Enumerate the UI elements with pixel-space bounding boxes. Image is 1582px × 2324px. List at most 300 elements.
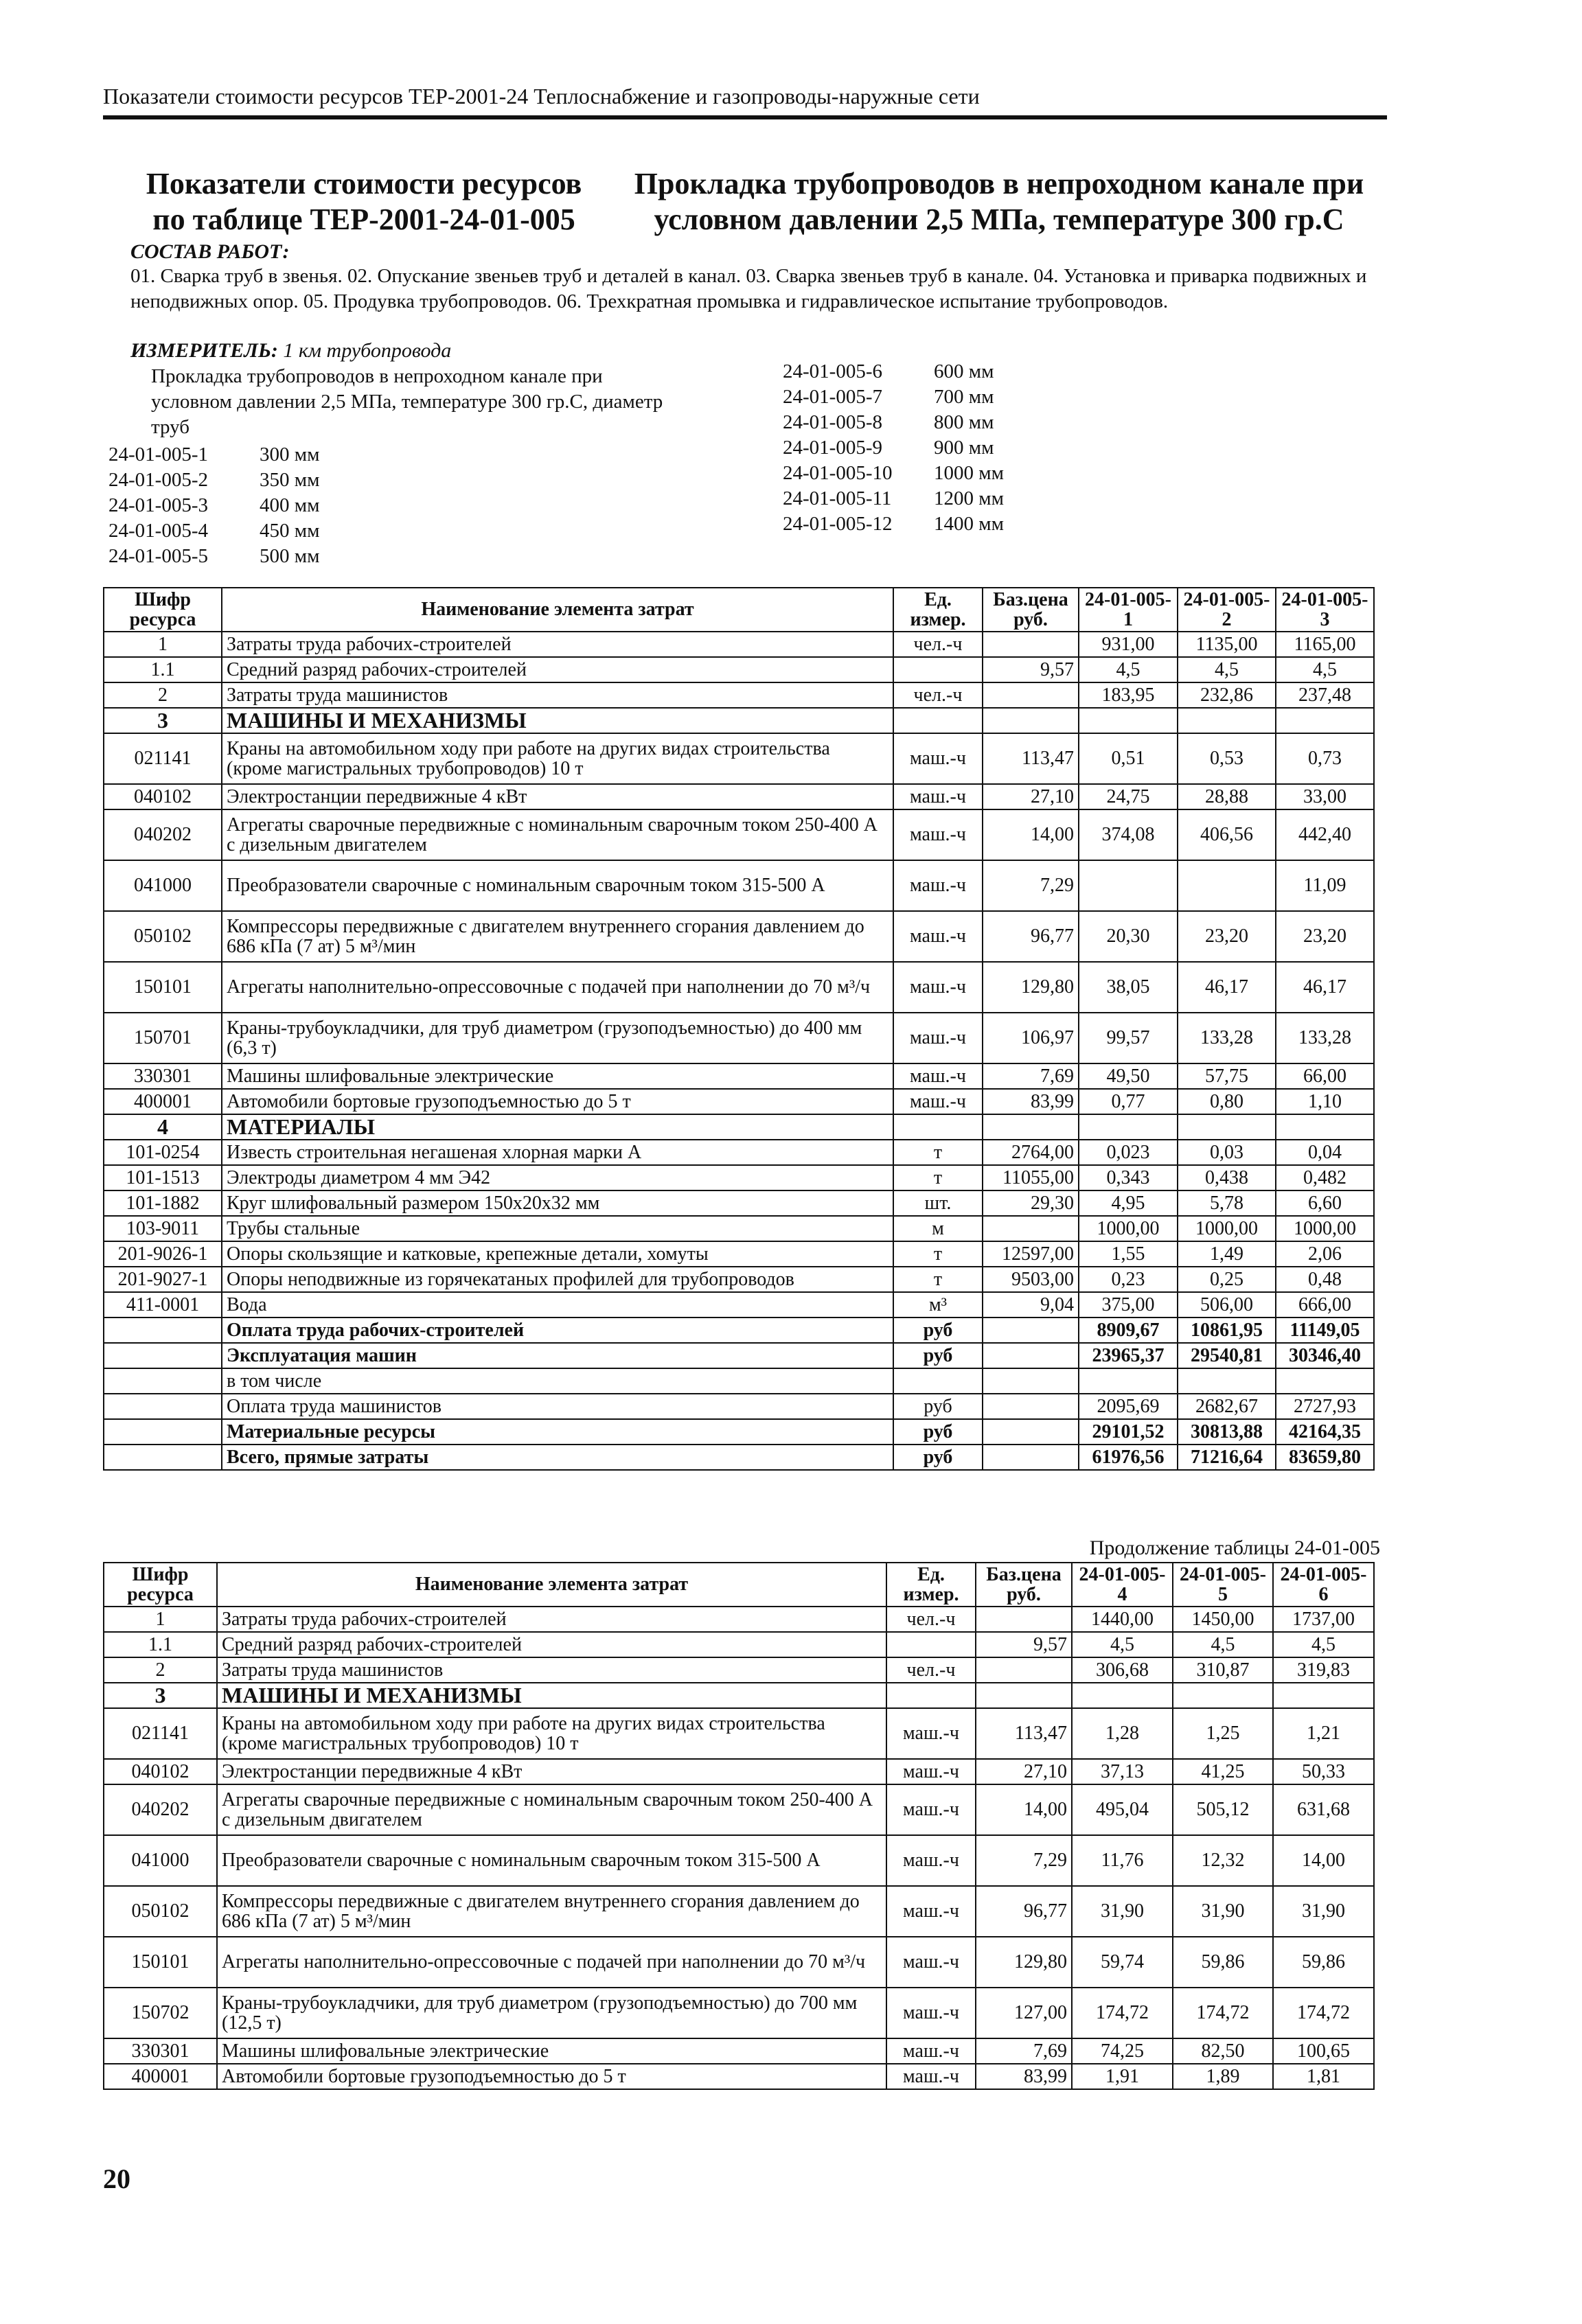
value-cell: 82,50: [1173, 2038, 1273, 2064]
resource-name: Машины шлифовальные электрические: [217, 2038, 886, 2064]
value-cell: 0,51: [1079, 733, 1178, 784]
table-row: [104, 708, 1374, 733]
summary-row: [104, 1368, 1374, 1394]
base-price: [983, 632, 1079, 657]
base-price: [976, 1607, 1072, 1632]
base-price: 11055,00: [983, 1165, 1079, 1190]
value-cell: 4,5: [1178, 657, 1276, 682]
value-cell: 375,00: [1079, 1292, 1178, 1318]
empty-cell: [983, 1419, 1079, 1445]
resource-name: Круг шлифовальный размером 150х20х32 мм: [222, 1190, 893, 1216]
table-row: [104, 1632, 1374, 1657]
variant-diameter: 1000 мм: [934, 462, 1004, 484]
value-cell: 38,05: [1079, 962, 1178, 1013]
unit-cell: маш.-ч: [886, 1988, 976, 2038]
table-row: [104, 1607, 1374, 1632]
unit-cell: [886, 1632, 976, 1657]
table-header-row: [104, 1563, 1374, 1607]
value-cell: 59,86: [1273, 1937, 1374, 1988]
header-cell: Наименование элемента затрат: [217, 1563, 886, 1607]
value-cell: 174,72: [1072, 1988, 1173, 2038]
unit-cell: м: [893, 1216, 983, 1241]
table-row: [104, 1140, 1374, 1165]
resource-name: Агрегаты сварочные передвижные с номинальным сварочным током 250-400 А с дизельным двигателем: [222, 809, 893, 860]
value-cell: 23965,37: [1079, 1343, 1178, 1368]
value-cell: 46,17: [1178, 962, 1276, 1013]
value-cell: 133,28: [1276, 1013, 1374, 1063]
unit-cell: т: [893, 1241, 983, 1267]
base-price: 9,57: [976, 1632, 1072, 1657]
variants-list-left: [108, 444, 319, 571]
summary-name: Эксплуатация машин: [222, 1343, 893, 1368]
page-number: 20: [103, 2163, 130, 2194]
resource-code: 1.1: [104, 657, 222, 682]
table-row: [104, 1190, 1374, 1216]
resource-code: 1: [104, 1607, 217, 1632]
resource-name: Затраты труда машинистов: [217, 1657, 886, 1683]
unit-cell: маш.-ч: [893, 1013, 983, 1063]
empty-cell: [1072, 1683, 1173, 1708]
table-row: [104, 1657, 1374, 1683]
value-cell: 29540,81: [1178, 1343, 1276, 1368]
section-title: МАШИНЫ И МЕХАНИЗМЫ: [222, 708, 893, 733]
variant-code: 24-01-005-11: [783, 487, 892, 509]
table-header-row: [104, 588, 1374, 632]
variant-diameter: 1200 мм: [934, 487, 1004, 509]
table-row: [104, 733, 1374, 784]
value-cell: 46,17: [1276, 962, 1374, 1013]
base-price: [983, 1216, 1079, 1241]
variant-diameter: 300 мм: [260, 444, 320, 465]
resource-name: Автомобили бортовые грузоподъемностью до 5 т: [217, 2064, 886, 2089]
summary-name: в том числе: [222, 1368, 893, 1394]
resource-table-2: [103, 1562, 1375, 2090]
value-cell: 1,28: [1072, 1708, 1173, 1759]
value-cell: 183,95: [1079, 682, 1178, 708]
table-row: [104, 1784, 1374, 1835]
resource-name: Электростанции передвижные 4 кВт: [222, 784, 893, 809]
unit-cell: маш.-ч: [886, 1937, 976, 1988]
unit-cell: руб: [893, 1419, 983, 1445]
empty-cell: [1273, 1683, 1374, 1708]
value-cell: 49,50: [1079, 1063, 1178, 1089]
base-price: 7,69: [983, 1063, 1079, 1089]
value-cell: 0,25: [1178, 1267, 1276, 1292]
resource-name: Известь строительная негашеная хлорная марки А: [222, 1140, 893, 1165]
resource-code: 101-1513: [104, 1165, 222, 1190]
base-price: 9,04: [983, 1292, 1079, 1318]
value-cell: 28,88: [1178, 784, 1276, 809]
header-cell: 24-01-005-2: [1178, 588, 1276, 632]
value-cell: 237,48: [1276, 682, 1374, 708]
resource-name: Преобразователи сварочные с номинальным сварочным током 315-500 А: [217, 1835, 886, 1886]
resource-name: Машины шлифовальные электрические: [222, 1063, 893, 1089]
value-cell: 1,49: [1178, 1241, 1276, 1267]
value-cell: 0,482: [1276, 1165, 1374, 1190]
value-cell: 12,32: [1173, 1835, 1273, 1886]
unit-cell: м³: [893, 1292, 983, 1318]
value-cell: 442,40: [1276, 809, 1374, 860]
variant-row: [108, 545, 319, 571]
unit-cell: маш.-ч: [886, 2064, 976, 2089]
value-cell: 33,00: [1276, 784, 1374, 809]
value-cell: 174,72: [1173, 1988, 1273, 2038]
unit-cell: маш.-ч: [893, 784, 983, 809]
base-price: 7,69: [976, 2038, 1072, 2064]
unit-cell: маш.-ч: [886, 2038, 976, 2064]
resource-name: Электростанции передвижные 4 кВт: [217, 1759, 886, 1784]
value-cell: 2727,93: [1276, 1394, 1374, 1419]
value-cell: 0,03: [1178, 1140, 1276, 1165]
resource-name: Автомобили бортовые грузоподъемностью до 5 т: [222, 1089, 893, 1114]
resource-name: Электроды диаметром 4 мм Э42: [222, 1165, 893, 1190]
resource-name: Средний разряд рабочих-строителей: [217, 1632, 886, 1657]
table-row: [104, 962, 1374, 1013]
value-cell: 4,5: [1173, 1632, 1273, 1657]
base-price: 7,29: [983, 860, 1079, 911]
value-cell: [1178, 860, 1276, 911]
value-cell: 31,90: [1273, 1886, 1374, 1937]
table-row: [104, 1937, 1374, 1988]
variant-code: 24-01-005-12: [783, 513, 893, 535]
header-rule: [103, 115, 1387, 119]
header-cell: Наименование элемента затрат: [222, 588, 893, 632]
resource-name: Краны на автомобильном ходу при работе на других видах строительства (кроме магистральных трубопроводов) 10 т: [222, 733, 893, 784]
unit-cell: маш.-ч: [893, 911, 983, 962]
table-row: [104, 1292, 1374, 1318]
resource-name: Затраты труда машинистов: [222, 682, 893, 708]
base-price: [983, 682, 1079, 708]
header-cell: Шифр ресурса: [104, 588, 222, 632]
empty-cell: [893, 1114, 983, 1140]
empty-cell: [983, 1343, 1079, 1368]
empty-cell: [983, 1318, 1079, 1343]
table-row: [104, 1886, 1374, 1937]
value-cell: 37,13: [1072, 1759, 1173, 1784]
unit-cell: чел.-ч: [893, 682, 983, 708]
unit-cell: маш.-ч: [893, 962, 983, 1013]
value-cell: 57,75: [1178, 1063, 1276, 1089]
value-cell: 1165,00: [1276, 632, 1374, 657]
variant-diameter: 350 мм: [260, 469, 320, 491]
table-row: [104, 1683, 1374, 1708]
variant-code: 24-01-005-8: [783, 411, 882, 433]
measure-label: ИЗМЕРИТЕЛЬ:: [130, 339, 278, 362]
unit-cell: маш.-ч: [893, 809, 983, 860]
resource-code: 4: [104, 1114, 222, 1140]
value-cell: 11,76: [1072, 1835, 1173, 1886]
unit-cell: т: [893, 1267, 983, 1292]
resource-code: 103-9011: [104, 1216, 222, 1241]
variant-row: [108, 520, 319, 545]
resource-code: 400001: [104, 1089, 222, 1114]
empty-cell: [1079, 1114, 1178, 1140]
resource-name: Средний разряд рабочих-строителей: [222, 657, 893, 682]
variant-row: [783, 462, 1004, 487]
value-cell: 506,00: [1178, 1292, 1276, 1318]
table-row: [104, 860, 1374, 911]
table-row: [104, 1216, 1374, 1241]
resource-code: 040202: [104, 809, 222, 860]
value-cell: 4,5: [1273, 1632, 1374, 1657]
header-cell: 24-01-005-5: [1173, 1563, 1273, 1607]
section-title: МАШИНЫ И МЕХАНИЗМЫ: [217, 1683, 886, 1708]
value-cell: 1000,00: [1276, 1216, 1374, 1241]
table-row: [104, 1835, 1374, 1886]
value-cell: 0,23: [1079, 1267, 1178, 1292]
table-row: [104, 809, 1374, 860]
variant-diameter: 600 мм: [934, 360, 994, 382]
value-cell: 29101,52: [1079, 1419, 1178, 1445]
resource-name: Затраты труда рабочих-строителей: [222, 632, 893, 657]
value-cell: 1,89: [1173, 2064, 1273, 2089]
value-cell: 23,20: [1276, 911, 1374, 962]
value-cell: 8909,67: [1079, 1318, 1178, 1343]
table-row: [104, 911, 1374, 962]
base-price: 29,30: [983, 1190, 1079, 1216]
unit-cell: маш.-ч: [893, 1063, 983, 1089]
variant-diameter: 900 мм: [934, 437, 994, 459]
summary-row: [104, 1318, 1374, 1343]
header-cell: Баз.цена руб.: [976, 1563, 1072, 1607]
resource-code: 411-0001: [104, 1292, 222, 1318]
table-row: [104, 1165, 1374, 1190]
resource-code: 400001: [104, 2064, 217, 2089]
base-price: 106,97: [983, 1013, 1079, 1063]
variant-diameter: 500 мм: [260, 545, 320, 567]
section-title: МАТЕРИАЛЫ: [222, 1114, 893, 1140]
value-cell: 1,81: [1273, 2064, 1374, 2089]
variant-row: [783, 513, 1004, 538]
value-cell: 66,00: [1276, 1063, 1374, 1089]
resource-code: 050102: [104, 1886, 217, 1937]
value-cell: 50,33: [1273, 1759, 1374, 1784]
value-cell: 100,65: [1273, 2038, 1374, 2064]
resource-code: 021141: [104, 733, 222, 784]
table-row: [104, 1063, 1374, 1089]
variant-code: 24-01-005-5: [108, 545, 208, 567]
value-cell: 20,30: [1079, 911, 1178, 962]
value-cell: 30813,88: [1178, 1419, 1276, 1445]
resource-code: 040102: [104, 784, 222, 809]
base-price: 113,47: [983, 733, 1079, 784]
resource-code: 3: [104, 1683, 217, 1708]
value-cell: 4,95: [1079, 1190, 1178, 1216]
unit-cell: чел.-ч: [886, 1657, 976, 1683]
unit-cell: чел.-ч: [893, 632, 983, 657]
base-price: 113,47: [976, 1708, 1072, 1759]
variant-code: 24-01-005-7: [783, 386, 882, 408]
value-cell: 4,5: [1072, 1632, 1173, 1657]
value-cell: 1,21: [1273, 1708, 1374, 1759]
value-cell: 174,72: [1273, 1988, 1374, 2038]
resource-name: Компрессоры передвижные с двигателем внутреннего сгорания давлением до 686 кПа (7 ат) 5 м³/мин: [217, 1886, 886, 1937]
unit-cell: руб: [893, 1318, 983, 1343]
value-cell: 71216,64: [1178, 1445, 1276, 1470]
value-cell: [1178, 1368, 1276, 1394]
resource-code: 150101: [104, 1937, 217, 1988]
base-price: [976, 1657, 1072, 1683]
value-cell: 1,10: [1276, 1089, 1374, 1114]
header-cell: Баз.цена руб.: [983, 588, 1079, 632]
variant-row: [783, 386, 1004, 411]
variant-diameter: 400 мм: [260, 494, 320, 516]
resource-name: Вода: [222, 1292, 893, 1318]
value-cell: 306,68: [1072, 1657, 1173, 1683]
base-price: 14,00: [983, 809, 1079, 860]
header-cell: Ед. измер.: [886, 1563, 976, 1607]
resource-code: 101-0254: [104, 1140, 222, 1165]
empty-cell: [1178, 708, 1276, 733]
value-cell: 1,55: [1079, 1241, 1178, 1267]
variant-row: [108, 444, 319, 469]
resource-name: Краны-трубоукладчики, для труб диаметром (грузоподъемностью) до 700 мм (12,5 т): [217, 1988, 886, 2038]
resource-name: Опоры скользящие и катковые, крепежные детали, хомуты: [222, 1241, 893, 1267]
variant-code: 24-01-005-6: [783, 360, 882, 382]
value-cell: 61976,56: [1079, 1445, 1178, 1470]
empty-cell: [983, 1114, 1079, 1140]
value-cell: 1000,00: [1178, 1216, 1276, 1241]
resource-code: 150101: [104, 962, 222, 1013]
header-cell: 24-01-005-6: [1273, 1563, 1374, 1607]
summary-row: [104, 1445, 1374, 1470]
unit-cell: маш.-ч: [886, 1784, 976, 1835]
table-row: [104, 657, 1374, 682]
table-row: [104, 682, 1374, 708]
table-row: [104, 1241, 1374, 1267]
variant-row: [783, 437, 1004, 462]
header-cell: Шифр ресурса: [104, 1563, 217, 1607]
value-cell: 1135,00: [1178, 632, 1276, 657]
base-price: 14,00: [976, 1784, 1072, 1835]
unit-cell: т: [893, 1165, 983, 1190]
unit-cell: руб: [893, 1343, 983, 1368]
summary-name: Оплата труда рабочих-строителей: [222, 1318, 893, 1343]
value-cell: 11149,05: [1276, 1318, 1374, 1343]
value-cell: 99,57: [1079, 1013, 1178, 1063]
base-price: 83,99: [976, 2064, 1072, 2089]
value-cell: [1079, 860, 1178, 911]
value-cell: 0,53: [1178, 733, 1276, 784]
value-cell: 23,20: [1178, 911, 1276, 962]
value-cell: 83659,80: [1276, 1445, 1374, 1470]
value-cell: 319,83: [1273, 1657, 1374, 1683]
resource-name: Преобразователи сварочные с номинальным сварочным током 315-500 А: [222, 860, 893, 911]
variant-diameter: 800 мм: [934, 411, 994, 433]
table-row: [104, 1089, 1374, 1114]
resource-name: Компрессоры передвижные с двигателем внутреннего сгорания давлением до 686 кПа (7 ат) 5 м³/мин: [222, 911, 893, 962]
summary-row: [104, 1419, 1374, 1445]
value-cell: 31,90: [1173, 1886, 1273, 1937]
resource-code: 021141: [104, 1708, 217, 1759]
table-row: [104, 2064, 1374, 2089]
value-cell: [1079, 1368, 1178, 1394]
variant-code: 24-01-005-1: [108, 444, 208, 465]
table-row: [104, 1708, 1374, 1759]
resource-code: 330301: [104, 2038, 217, 2064]
table-row: [104, 2038, 1374, 2064]
value-cell: 133,28: [1178, 1013, 1276, 1063]
title-right: Прокладка трубопроводов в непроходном канале при условном давлении 2,5 МПа, температуре 300 гр.С: [634, 167, 1364, 236]
value-cell: [1276, 1368, 1374, 1394]
value-cell: 374,08: [1079, 809, 1178, 860]
summary-row: [104, 1394, 1374, 1419]
summary-name: Оплата труда машинистов: [222, 1394, 893, 1419]
resource-code: 041000: [104, 860, 222, 911]
base-price: 129,80: [976, 1937, 1072, 1988]
value-cell: 0,73: [1276, 733, 1374, 784]
variant-code: 24-01-005-4: [108, 520, 208, 542]
value-cell: 2,06: [1276, 1241, 1374, 1267]
resource-code: 050102: [104, 911, 222, 962]
empty-cell: [1178, 1114, 1276, 1140]
variant-row: [108, 494, 319, 520]
value-cell: 0,77: [1079, 1089, 1178, 1114]
value-cell: 1000,00: [1079, 1216, 1178, 1241]
value-cell: 41,25: [1173, 1759, 1273, 1784]
variant-diameter: 700 мм: [934, 386, 994, 408]
empty-cell: [983, 708, 1079, 733]
variant-row: [108, 469, 319, 494]
resource-code: 201-9026-1: [104, 1241, 222, 1267]
value-cell: 931,00: [1079, 632, 1178, 657]
resource-code: 2: [104, 1657, 217, 1683]
measure-line: [130, 339, 451, 363]
empty-cell: [1079, 708, 1178, 733]
empty-cell: [983, 1445, 1079, 1470]
works-text: 01. Сварка труб в звенья. 02. Опускание звеньев труб и деталей в канал. 03. Сварка звеньев труб в канале. 04. Установка и приварка подвижных и неподвижных опор. 05. Продувка трубопроводов. 06. Трехкратная промывка и гидравлическое испытание трубопроводов.: [130, 265, 1367, 312]
value-cell: 1440,00: [1072, 1607, 1173, 1632]
resource-code: 101-1882: [104, 1190, 222, 1216]
value-cell: 74,25: [1072, 2038, 1173, 2064]
base-price: 96,77: [983, 911, 1079, 962]
value-cell: 1737,00: [1273, 1607, 1374, 1632]
value-cell: 11,09: [1276, 860, 1374, 911]
empty-cell: [1173, 1683, 1273, 1708]
resource-code: 150701: [104, 1013, 222, 1063]
resource-code: 041000: [104, 1835, 217, 1886]
value-cell: 4,5: [1276, 657, 1374, 682]
value-cell: 406,56: [1178, 809, 1276, 860]
value-cell: 6,60: [1276, 1190, 1374, 1216]
empty-cell: [104, 1394, 222, 1419]
value-cell: 42164,35: [1276, 1419, 1374, 1445]
value-cell: 2095,69: [1079, 1394, 1178, 1419]
value-cell: 0,438: [1178, 1165, 1276, 1190]
resource-code: 201-9027-1: [104, 1267, 222, 1292]
resource-name: Краны на автомобильном ходу при работе на других видах строительства (кроме магистральных трубопроводов) 10 т: [217, 1708, 886, 1759]
table-row: [104, 632, 1374, 657]
header-cell: 24-01-005-3: [1276, 588, 1374, 632]
resource-code: 150702: [104, 1988, 217, 2038]
value-cell: 0,04: [1276, 1140, 1374, 1165]
value-cell: 5,78: [1178, 1190, 1276, 1216]
resource-code: 040102: [104, 1759, 217, 1784]
base-price: 129,80: [983, 962, 1079, 1013]
unit-cell: чел.-ч: [886, 1607, 976, 1632]
value-cell: 1,25: [1173, 1708, 1273, 1759]
resource-name: Затраты труда рабочих-строителей: [217, 1607, 886, 1632]
value-cell: 0,48: [1276, 1267, 1374, 1292]
value-cell: 0,023: [1079, 1140, 1178, 1165]
empty-cell: [104, 1318, 222, 1343]
resource-code: 1: [104, 632, 222, 657]
title-left: Показатели стоимости ресурсов по таблице ТЕР-2001-24-01-005: [146, 167, 582, 236]
unit-cell: маш.-ч: [886, 1708, 976, 1759]
value-cell: 2682,67: [1178, 1394, 1276, 1419]
resource-name: Агрегаты наполнительно-опрессовочные с подачей при наполнении до 70 м³/ч: [222, 962, 893, 1013]
value-cell: 1450,00: [1173, 1607, 1273, 1632]
